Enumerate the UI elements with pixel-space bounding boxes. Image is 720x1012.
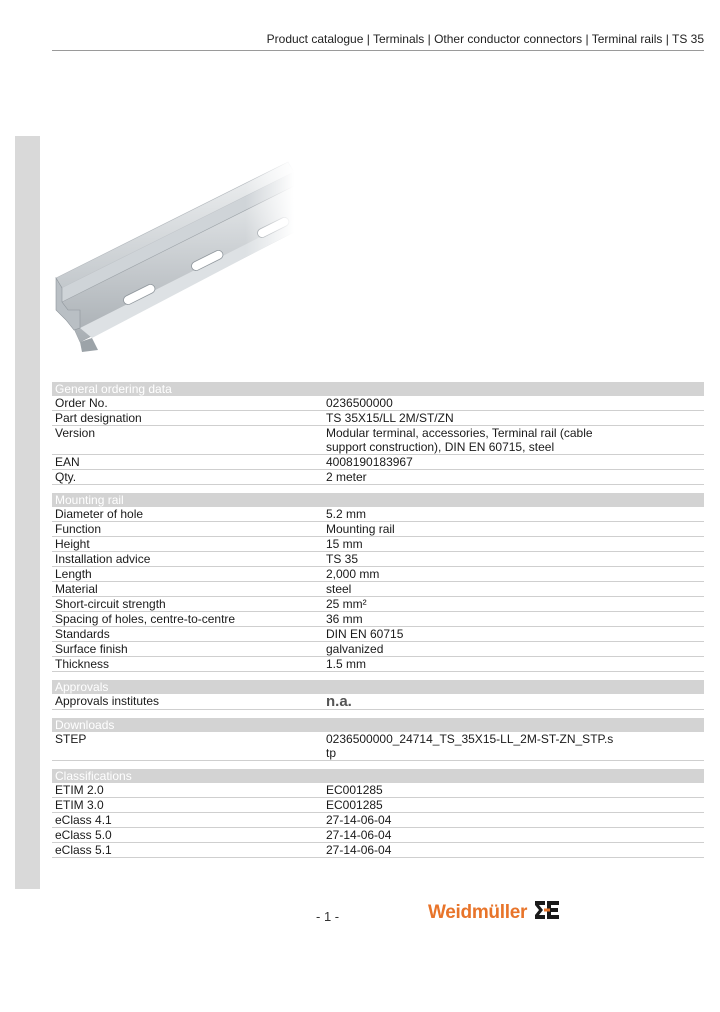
row-label: eClass 4.1 [55,813,112,827]
section-approvals [52,680,704,710]
section-mounting-rail [52,493,704,672]
row-value: 2,000 mm [326,567,380,581]
table-row [52,783,704,798]
row-label: Height [55,537,90,551]
row-label: eClass 5.1 [55,843,112,857]
section-classifications [52,769,704,858]
row-label: Surface finish [55,642,128,656]
table-row [52,470,704,485]
row-label: Qty. [55,470,77,484]
row-label: eClass 5.0 [55,828,112,842]
row-label: Approvals institutes [55,694,160,708]
row-label: Material [55,582,98,596]
header-divider [52,50,704,51]
row-label: EAN [55,455,80,469]
row-value: EC001285 [326,798,383,812]
row-value: 0236500000 [326,396,393,410]
table-row [52,426,704,455]
row-label: Function [55,522,102,536]
table-row [52,567,704,582]
table-row [52,612,704,627]
product-image [52,160,294,352]
row-label: Thickness [55,657,110,671]
row-value: 27-14-06-04 [326,843,392,857]
row-label: ETIM 2.0 [55,783,104,797]
brand-logo [428,898,561,927]
table-row [52,455,704,470]
row-value: TS 35 [326,552,359,566]
table-row [52,657,704,672]
page-number: - 1 - [316,909,340,924]
row-value: 2 meter [326,470,367,484]
row-label: Version [55,426,96,440]
row-value: 1.5 mm [326,657,367,671]
row-value: EC001285 [326,783,383,797]
table-row [52,582,704,597]
row-label: Installation advice [55,552,151,566]
table-row [52,396,704,411]
row-value: galvanized [326,642,384,656]
section-title: General ordering data [52,382,704,396]
section-general-ordering-data [52,382,704,485]
row-label: Length [55,567,92,581]
table-row [52,732,704,761]
spec-sections [52,382,704,866]
breadcrumb: Product catalogue | Terminals | Other conductor connectors | Terminal rails | TS 35 [266,32,704,46]
table-row [52,597,704,612]
row-label: Order No. [55,396,108,410]
row-value: 36 mm [326,612,363,626]
table-row [52,798,704,813]
row-value: n.a. [326,693,352,710]
table-row [52,843,704,858]
table-row [52,694,704,710]
table-row [52,537,704,552]
side-bar [15,136,40,889]
section-title: Approvals [52,680,704,694]
step-download-link[interactable]: 0236500000_24714_TS_35X15-LL_2M-ST-ZN_STP.stp [326,732,614,760]
row-value: 27-14-06-04 [326,828,392,842]
row-label: Diameter of hole [55,507,144,521]
table-row [52,522,704,537]
row-value: 5.2 mm [326,507,367,521]
section-title: Mounting rail [52,493,704,507]
table-row [52,813,704,828]
table-row [52,642,704,657]
table-row [52,627,704,642]
row-value: 27-14-06-04 [326,813,392,827]
section-title: Downloads [52,718,704,732]
terminal-rail-icon [52,160,294,352]
row-value: Mounting rail [326,522,395,536]
row-value: Modular terminal, accessories, Terminal rail (cable support construction), DIN EN 60715, steel [326,426,593,454]
row-value: 25 mm² [326,597,367,611]
weidmuller-mark-icon [533,898,561,927]
table-row [52,828,704,843]
row-value: DIN EN 60715 [326,627,404,641]
section-downloads [52,718,704,761]
row-label: Part designation [55,411,142,425]
row-label: Spacing of holes, centre-to-centre [55,612,236,626]
table-row [52,411,704,426]
table-row [52,552,704,567]
row-label: ETIM 3.0 [55,798,104,812]
section-title: Classifications [52,769,704,783]
row-label: STEP [55,732,87,746]
row-label: Short-circuit strength [55,597,166,611]
row-value: TS 35X15/LL 2M/ST/ZN [326,411,454,425]
logo-text: Weidmüller [428,901,528,923]
row-value: 4008190183967 [326,455,413,469]
row-label: Standards [55,627,110,641]
table-row [52,507,704,522]
row-value: 15 mm [326,537,363,551]
row-value: steel [326,582,352,596]
